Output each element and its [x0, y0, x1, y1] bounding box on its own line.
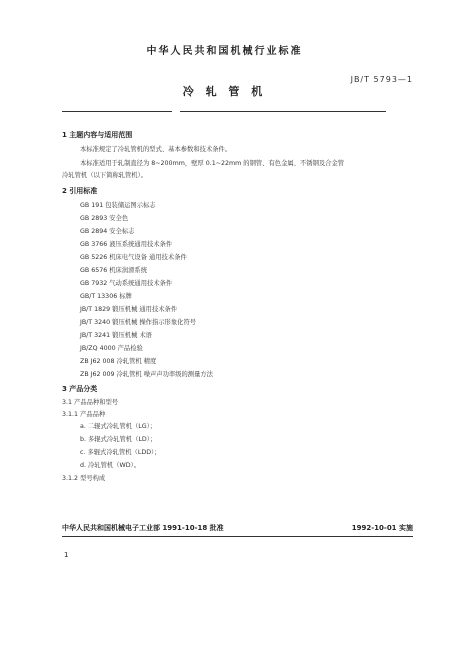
reference-item: GB 191 包装储运图示标志 [80, 202, 156, 209]
standard-code: JB/T 5793—1 [350, 75, 413, 84]
reference-item: GB 5226 机床电气设备 通用技术条件 [80, 254, 187, 261]
reference-item: GB 6576 机床润滑系统 [80, 267, 148, 274]
section-2-heading: 2 引用标准 [62, 187, 98, 195]
section-1-para-1: 本标准规定了冷轧管机的型式、基本参数和技术条件。 [80, 146, 232, 153]
list-item: a. 二辊式冷轧管机（LG）； [80, 423, 157, 430]
section-3-heading: 3 产品分类 [62, 385, 98, 393]
reference-item: GB 7932 气动系统通用技术条件 [80, 280, 173, 287]
reference-item: GB 2894 安全标志 [80, 228, 135, 235]
reference-item: JB/T 1829 锻压机械 通用技术条件 [80, 306, 178, 313]
reference-item: JB/T 3241 锻压机械 术语 [80, 332, 152, 339]
list-item: c. 多辊式冷轧管机（LDD）； [80, 449, 161, 456]
header-rule-right [180, 111, 386, 112]
list-item: b. 多辊式冷轧管机（LD）； [80, 436, 157, 443]
footer-issuer: 中华人民共和国机械电子工业部 1991-10-18 批准 [62, 524, 224, 532]
header-rule-left [62, 111, 172, 112]
subsection-3-1-1: 3.1.1 产品品种 [62, 411, 106, 418]
footer-rule [62, 536, 413, 537]
page-number: 1 [64, 551, 69, 559]
section-1-para-2a: 本标准适用于轧制直径为 8~200mm，壁厚 0.1~22mm 的钢管、有色金属、不锈钢及合金管 [80, 160, 345, 167]
section-1-heading: 1 主题内容与适用范围 [62, 131, 133, 139]
reference-item: GB 2893 安全色 [80, 215, 129, 222]
section-1-para-2b: 冷轧管机（以下简称轧管机）。 [62, 172, 148, 179]
standard-organization: 中华人民共和国机械行业标准 [146, 46, 303, 57]
reference-item: ZB J62 008 冷轧管机 精度 [80, 358, 157, 365]
subsection-3-1: 3.1 产品品种和型号 [62, 399, 119, 406]
reference-item: GB/T 13306 标牌 [80, 293, 132, 300]
document-title: 冷 轧 管 机 [182, 85, 267, 98]
reference-item: JB/ZQ 4000 产品检验 [80, 345, 143, 352]
list-item: d. 冷轧管机（WD）。 [80, 462, 141, 469]
subsection-3-1-2: 3.1.2 型号构成 [62, 475, 106, 482]
footer-effective-date: 1992-10-01 实施 [351, 524, 413, 532]
reference-item: ZB J62 009 冷轧管机 噪声声功率级的测量方法 [80, 371, 213, 378]
reference-item: JB/T 3240 锻压机械 操作指示形象化符号 [80, 319, 197, 326]
reference-item: GB 3766 液压系统通用技术条件 [80, 241, 173, 248]
